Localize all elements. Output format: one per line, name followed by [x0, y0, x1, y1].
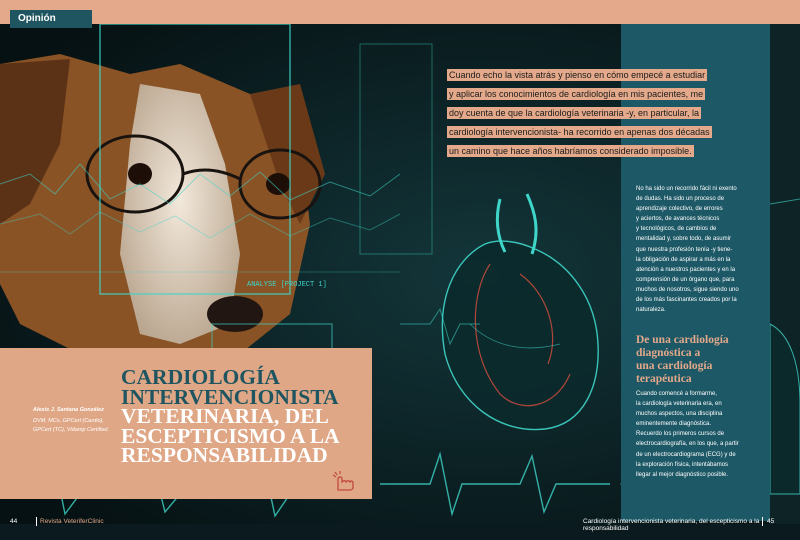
author-name: Alexis J. Santana González: [33, 407, 104, 413]
title-line: CARDIOLOGÍA: [121, 365, 280, 389]
hud-label: ANALYSE [PROJECT 1]: [247, 281, 327, 289]
title-line: RESPONSABILIDAD: [121, 443, 328, 468]
lead-line: doy cuenta de que la cardiología veterinaria -y, en particular, la: [449, 108, 699, 118]
author-credentials: DVM, MCs, GPCert (Cardio), GPCert (TC), Vidamp Certified.: [33, 418, 110, 433]
title-line: INTERVENCIONISTA: [121, 384, 339, 409]
body-paragraph-2: Cuando comencé a formarme, la cardiología veterinaria era, en muchos aspectos, una disciplina eminentemente diagnóstica. Recuerdo los primeros cursos de electrocardiografía, en los que, a partir de un electrocardiograma (ECG) y de la exploración física, intentábamos llegar al mejor diagnóstico posible.: [636, 391, 739, 478]
page-number-right: 45: [767, 518, 775, 525]
page-number-left: 44: [10, 518, 18, 525]
footer: [0, 512, 800, 530]
lead-line: cardiología intervencionista- ha recorrido en apenas dos décadas: [449, 127, 710, 137]
body-paragraph-1: No ha sido un recorrido fácil ni exento de dudas. Ha sido un proceso de aprendizaje colectivo, de errores y aciertos, de avances técnicos y tecnológicos, de cambios de mentalidad y, sobre todo, de asumir que nuestra profesión tenía -y tiene- la obligación de aspirar a más en la atención a nuestros pacientes y en la comprensión de un órgano que, para muchos de nosotros, sigue siendo uno de los más fascinantes creados por la naturaleza.: [636, 186, 739, 314]
title-line: ESCEPTICISMO A LA: [121, 423, 340, 448]
lead-paragraph: [447, 66, 715, 161]
footer-divider: [762, 517, 763, 526]
footer-divider: [36, 517, 37, 526]
hand-pointer-icon[interactable]: [330, 470, 356, 492]
lead-line: un camino que hace años habríamos considerado imposible.: [449, 146, 692, 156]
article-title: [121, 365, 381, 468]
lead-line: y aplicar los conocimientos de cardiología en mis pacientes, me: [449, 89, 704, 99]
dog-figure: [0, 54, 325, 364]
magazine-name: Revista VeteriferClinic: [40, 518, 104, 525]
side-heart-illustration: [770, 24, 800, 524]
title-line: VETERINARIA, DEL: [121, 404, 329, 429]
running-title: Cardiología intervencionista veterinaria, del escepticismo a la responsabilidad: [583, 518, 760, 532]
section-tag: Opinión: [10, 10, 92, 28]
subheading: De una cardiología diagnóstica a una cardiología terapéutica: [636, 334, 729, 385]
top-band: [0, 0, 800, 24]
lead-line: Cuando echo la vista atrás y pienso en cómo empecé a estudiar: [449, 70, 706, 80]
